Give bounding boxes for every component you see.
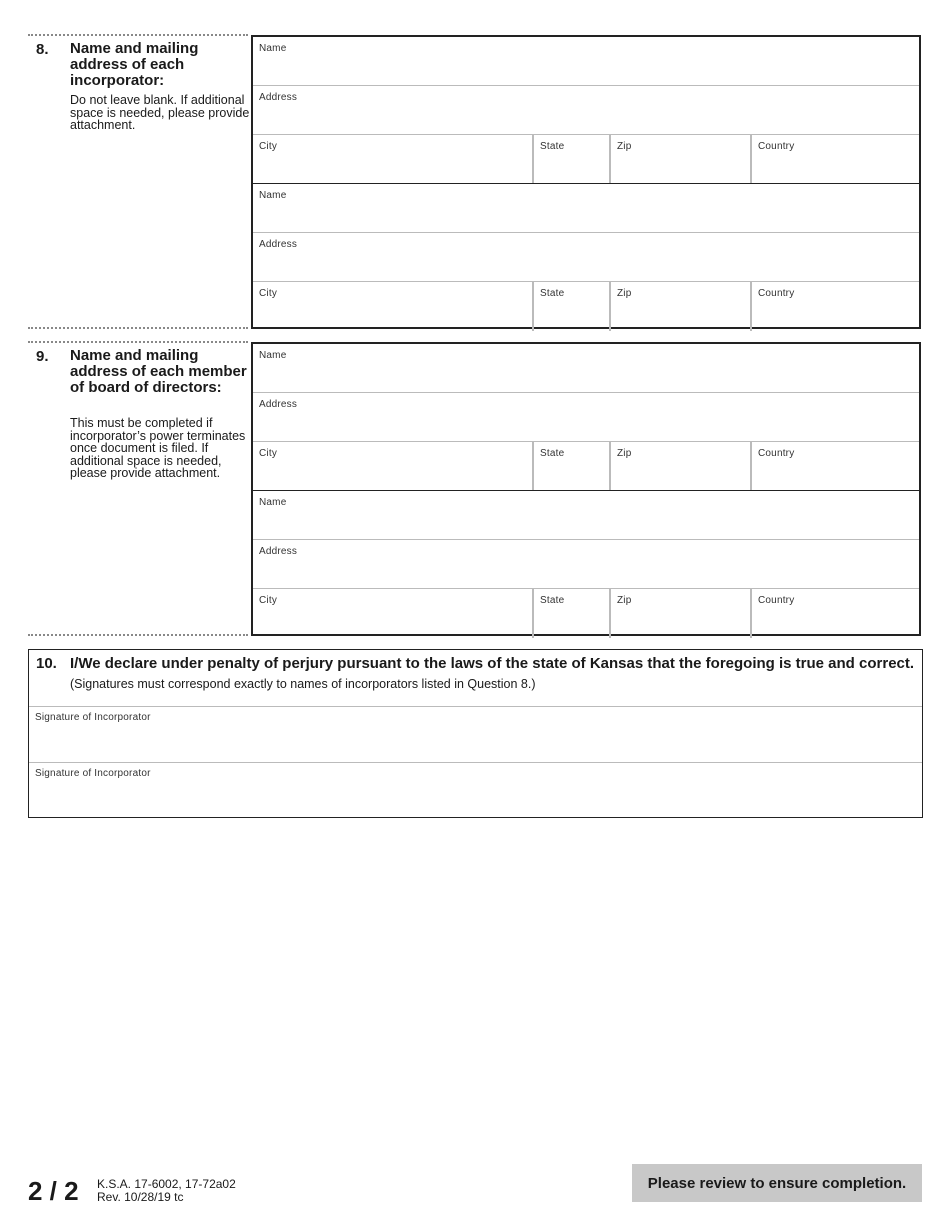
question-number: 8. [36, 41, 49, 58]
address-field[interactable] [253, 540, 919, 588]
page-number: 2 / 2 [28, 1176, 79, 1206]
name-field[interactable] [253, 184, 919, 232]
name-row [253, 37, 919, 86]
field-label: Zip [617, 288, 632, 299]
field-label: Name [259, 190, 287, 201]
field-label: Address [259, 92, 298, 103]
name-field[interactable] [253, 491, 919, 539]
address-row [253, 86, 919, 135]
city-field[interactable] [253, 282, 532, 331]
country-field[interactable] [750, 589, 919, 638]
statute-text: K.S.A. 17-6002, 17-72a02 [97, 1177, 236, 1191]
section-divider [28, 327, 248, 329]
section-divider [28, 634, 248, 636]
directors-address-grid [251, 342, 921, 636]
revision-text: Rev. 10/28/19 tc [97, 1189, 184, 1204]
question-title: Name and mailing address of each incorporator: [70, 40, 199, 89]
zip-field[interactable] [609, 282, 750, 331]
field-label: City [259, 288, 278, 299]
zip-field[interactable] [609, 589, 750, 638]
address-row [253, 233, 919, 282]
address-row [253, 393, 919, 442]
field-label: Signature of Incorporator [35, 712, 151, 723]
address-row [253, 540, 919, 589]
state-field[interactable] [532, 282, 609, 331]
name-row [253, 184, 919, 233]
city-field[interactable] [253, 135, 532, 183]
name-row [253, 491, 919, 540]
statute-reference [97, 1178, 236, 1203]
declaration-text: I/We declare under penalty of perjury pursuant to the laws of the state of Kansas that the foregoing is true and correct. [70, 655, 915, 672]
field-label: Country [758, 288, 795, 299]
field-label: State [540, 595, 565, 606]
field-label: Address [259, 546, 298, 557]
country-field[interactable] [750, 442, 919, 490]
field-label: Name [259, 350, 287, 361]
field-label: State [540, 448, 565, 459]
name-field[interactable] [253, 344, 919, 392]
field-label: Address [259, 399, 298, 410]
field-label: Country [758, 595, 795, 606]
question-9 [28, 342, 923, 636]
address-field[interactable] [253, 233, 919, 281]
field-label: City [259, 595, 278, 606]
field-label: Zip [617, 595, 632, 606]
question-note: Do not leave blank. If additional space is needed, please provide attachment. [70, 93, 250, 132]
field-label: Name [259, 43, 287, 54]
question-8 [28, 35, 923, 329]
question-number: 10. [36, 655, 57, 672]
field-label: Zip [617, 448, 632, 459]
field-label: Name [259, 497, 287, 508]
city-state-row [253, 442, 919, 491]
declaration-note: (Signatures must correspond exactly to names of incorporators listed in Question 8.) [70, 677, 536, 691]
state-field[interactable] [532, 442, 609, 490]
question-10 [28, 649, 923, 818]
state-field[interactable] [532, 589, 609, 638]
city-field[interactable] [253, 589, 532, 638]
address-field[interactable] [253, 86, 919, 134]
field-label: Zip [617, 141, 632, 152]
city-state-row [253, 135, 919, 184]
zip-field[interactable] [609, 442, 750, 490]
question-note: This must be completed if incorporator’s power terminates once document is filed. If additional space is needed, please provide attachment. [70, 416, 246, 480]
field-label: City [259, 448, 278, 459]
field-label: City [259, 141, 278, 152]
question-number: 9. [36, 348, 49, 365]
field-label: Address [259, 239, 298, 250]
field-label: State [540, 288, 565, 299]
city-state-row [253, 282, 919, 331]
field-label: Country [758, 448, 795, 459]
country-field[interactable] [750, 282, 919, 331]
incorporator-address-grid [251, 35, 921, 329]
field-label: Country [758, 141, 795, 152]
signature-field[interactable] [29, 762, 922, 818]
zip-field[interactable] [609, 135, 750, 183]
field-label: State [540, 141, 565, 152]
name-row [253, 344, 919, 393]
country-field[interactable] [750, 135, 919, 183]
signature-field[interactable] [29, 706, 922, 762]
name-field[interactable] [253, 37, 919, 85]
state-field[interactable] [532, 135, 609, 183]
review-button[interactable]: Please review to ensure completion. [632, 1164, 922, 1202]
question-title: Name and mailing address of each member of board of directors: [70, 347, 247, 396]
address-field[interactable] [253, 393, 919, 441]
field-label: Signature of Incorporator [35, 768, 151, 779]
city-field[interactable] [253, 442, 532, 490]
city-state-row [253, 589, 919, 638]
